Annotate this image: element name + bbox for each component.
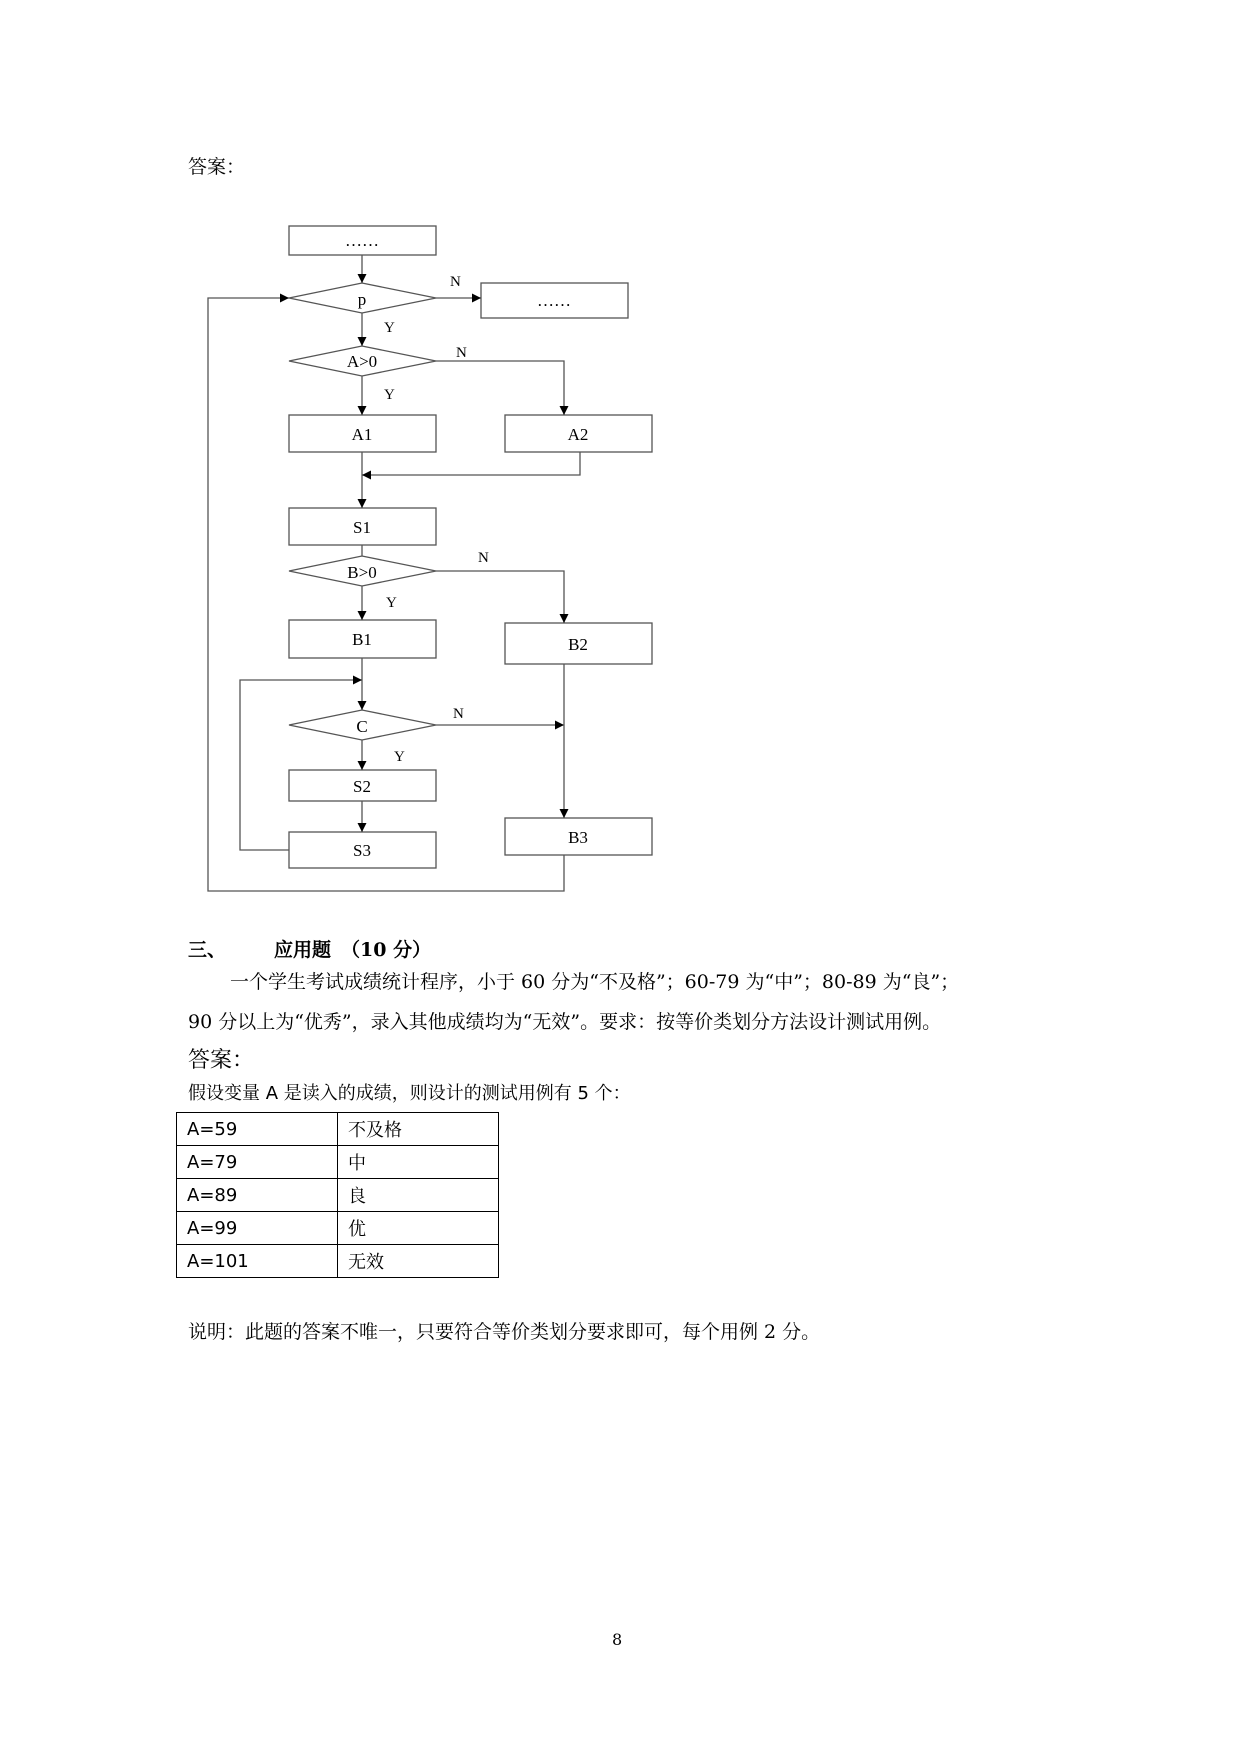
table-row [177, 1212, 499, 1245]
section-title: 应用题 [274, 939, 332, 961]
label-yes: Y [394, 749, 405, 765]
answer-label: 答案： [188, 1048, 255, 1073]
flow-s3-text: S3 [353, 841, 371, 860]
case-input: A=99 [177, 1212, 338, 1245]
flow-b2-text: B2 [568, 635, 588, 654]
page-number: 8 [612, 1630, 623, 1649]
case-output: 不及格 [338, 1113, 499, 1146]
section-heading [188, 938, 431, 962]
answer-intro: 假设变量 A 是读入的成绩，则设计的测试用例有 5 个： [188, 1083, 631, 1104]
label-no: N [456, 345, 467, 361]
flow-b3-text: B3 [568, 828, 588, 847]
flow-cond-a-text: A>0 [346, 352, 378, 371]
table-row [177, 1245, 499, 1278]
flow-s2-text: S2 [353, 777, 371, 796]
test-case-table [176, 1112, 499, 1278]
case-output: 良 [338, 1179, 499, 1212]
label-no: N [450, 274, 461, 290]
table-row [177, 1146, 499, 1179]
flow-s1-text: S1 [353, 518, 371, 537]
section-number: 三、 [188, 939, 227, 961]
label-no: N [453, 706, 464, 722]
flow-exit-text: …… [537, 291, 571, 310]
question-line-2: 90 分以上为“优秀”，录入其他成绩均为“无效”。要求：按等价类划分方法设计测试用例。 [188, 1011, 942, 1033]
answer-label-top: 答案： [188, 156, 246, 178]
flow-cond-p-text: p [357, 290, 367, 309]
case-output: 无效 [338, 1245, 499, 1278]
flow-cond-c-text: C [356, 717, 368, 736]
label-no: N [478, 550, 489, 566]
answer-note: 说明：此题的答案不唯一，只要符合等价类划分要求即可，每个用例 2 分。 [188, 1321, 821, 1343]
case-output: 优 [338, 1212, 499, 1245]
label-yes: Y [384, 320, 395, 336]
table-row [177, 1179, 499, 1212]
section-points: （10 分） [341, 939, 432, 961]
case-input: A=101 [177, 1245, 338, 1278]
flow-a1-text: A1 [351, 425, 373, 444]
table-row [177, 1113, 499, 1146]
flow-a2-text: A2 [567, 425, 589, 444]
case-input: A=59 [177, 1113, 338, 1146]
question-line-1: 一个学生考试成绩统计程序，小于 60 分为“不及格”；60-79 为“中”；80-89 为“良”； [230, 971, 960, 993]
label-yes: Y [386, 595, 397, 611]
flow-b1-text: B1 [352, 630, 372, 649]
label-yes: Y [384, 387, 395, 403]
flow-cond-b-text: B>0 [347, 563, 377, 582]
case-input: A=79 [177, 1146, 338, 1179]
flow-start-text: …… [345, 231, 379, 250]
case-output: 中 [338, 1146, 499, 1179]
case-input: A=89 [177, 1179, 338, 1212]
